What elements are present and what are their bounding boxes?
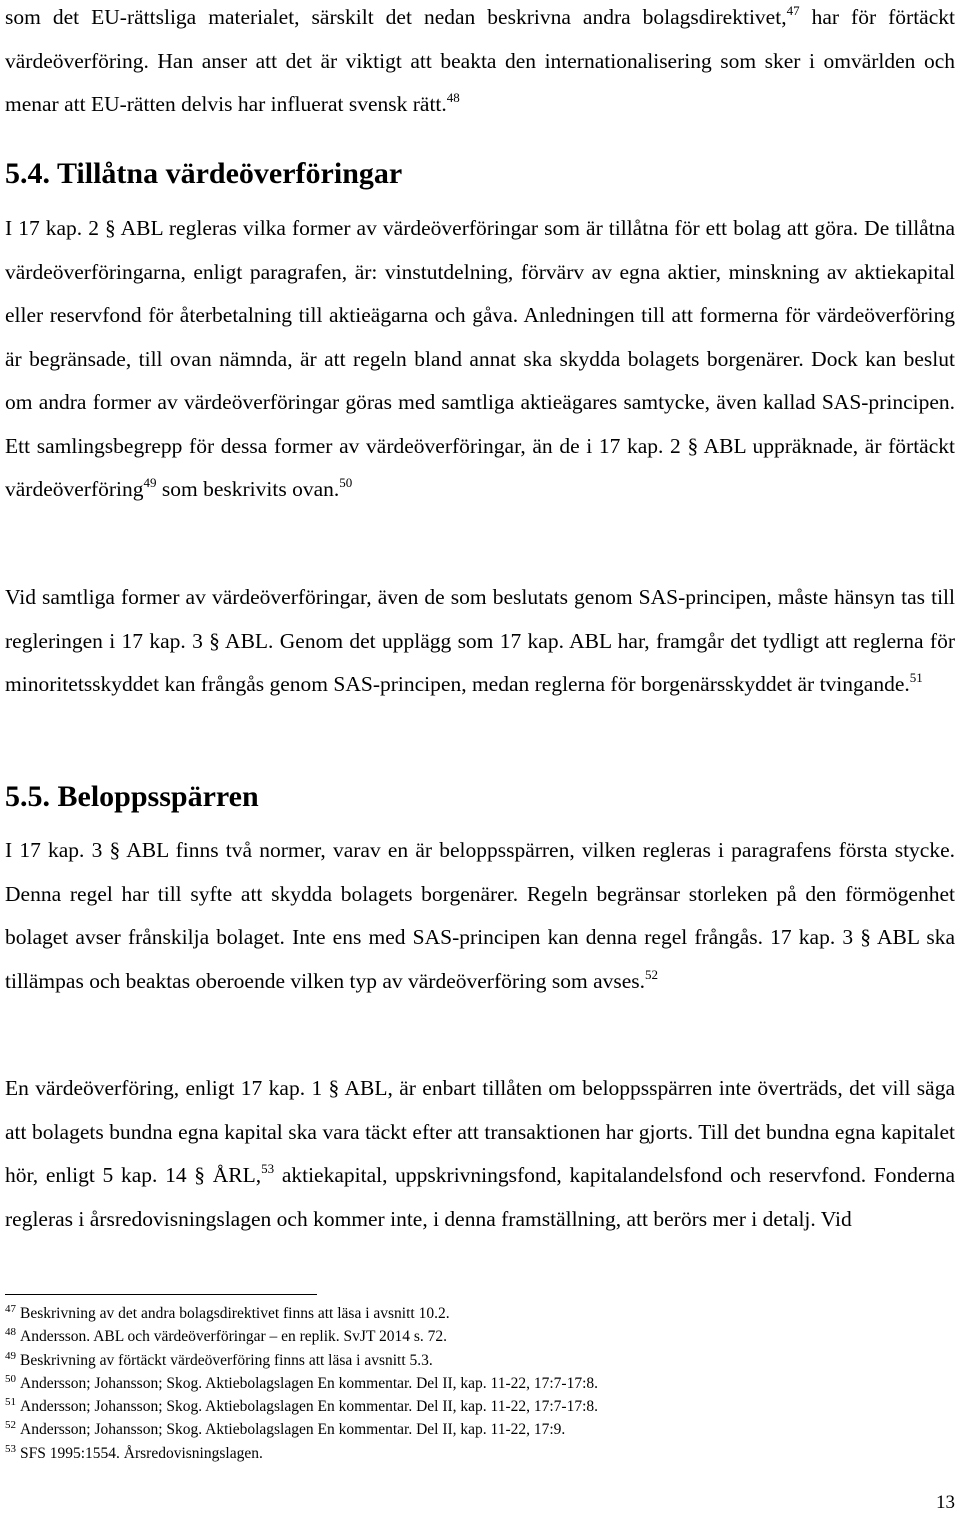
paragraph-amount-restriction — [5, 829, 955, 1003]
paragraph-value-transfer — [5, 1067, 955, 1241]
footnote-reference: 51 — [909, 670, 923, 685]
text-segment: Vid samtliga former av värdeöverföringar, även de som beslutats genom SAS-principen, måste hänsyn tas till regleringen i 17 kap. 3 § ABL. Genom det upplägg som 17 kap. ABL har, framgår det tydligt att reglerna för minoritetsskyddet kan frångås genom SAS-principen, medan reglerna för borgenärsskyddet är tvingande. — [5, 585, 955, 696]
footnote: $^{47}$ Beskrivning av det andra bolagsdirektivet finns att läsa i avsnitt 10.2. — [5, 1303, 450, 1322]
text-segment: har för förtäckt värdeöverföring. Han anser att det är viktigt att beakta den internationalisering som sker i omvärlden och menar att EU-rätten delvis har influerat svensk rätt. — [5, 5, 955, 116]
footnote: $^{52}$ Andersson; Johansson; Skog. Aktiebolagslagen En kommentar. Del II, kap. 11-22, 17:9. — [5, 1419, 566, 1439]
footnote: $^{48}$ Andersson. ABL och värdeöverföringar – en replik. SvJT 2014 s. 72. — [5, 1326, 448, 1346]
footnote-reference: 50 — [339, 475, 353, 490]
footnote-reference: 53 — [261, 1161, 275, 1176]
footnote-reference: 47 — [786, 3, 800, 18]
text-segment: I 17 kap. 3 § ABL finns två normer, varav en är beloppsspärren, vilken regleras i paragrafens första stycke. Denna regel har till syfte att skydda bolagets borgenärer. Regeln begränsar storleken på den förmögenhet bolaget avser frånskilja bolaget. Inte ens med SAS-principen kan denna regel frångås. 17 kap. 3 § ABL ska tillämpas och beaktas oberoende vilken typ av värdeöverföring som avses. — [5, 838, 955, 993]
paragraph-allowed-transfers — [5, 207, 955, 512]
text-segment: En värdeöverföring, enligt 17 kap. 1 § ABL, är enbart tillåten om beloppsspärren inte överträds, det vill säga att bolagets bundna egna kapital ska vara täckt efter att transaktionen har gjorts. Till det bundna egna kapitalet hör, enligt 5 kap. 14 § ÅRL, — [5, 1076, 955, 1187]
text-segment: aktiekapital, uppskrivningsfond, kapitalandelsfond och reservfond. Fonderna regleras i årsredovisningslagen och kommer inte, i denna framställning, att berörs mer i detalj. Vid — [5, 1163, 955, 1231]
text-segment: som det EU-rättsliga materialet, särskilt det nedan beskrivna andra bolagsdirektivet, — [5, 5, 787, 29]
paragraph-sas-principle — [5, 576, 955, 707]
text-segment: I 17 kap. 2 § ABL regleras vilka former av värdeöverföringar som är tillåtna för ett bolag att göra. De tillåtna värdeöverföringarna, enligt paragrafen, är: vinstutdelning, förvärv av egna aktier, minskning av aktiekapital eller reservfond för återbetalning till aktieägarna och gåva. Anledningen till att formerna för värdeöverföring är begränsade, till ovan nämnda, är att regeln bland annat ska skydda bolagets borgenärer. Dock kan beslut om andra former av värdeöverföringar göras med samtliga aktieägares samtycke, även kallad SAS-principen. Ett samlingsbegrepp för dessa former av värdeöverföringar, än de i 17 kap. 2 § ABL uppräknade, är förtäckt värdeöverföring — [5, 216, 955, 501]
footnote-separator — [5, 1294, 317, 1295]
footnote-list — [5, 1302, 955, 1465]
footnote: $^{50}$ Andersson; Johansson; Skog. Aktiebolagslagen En kommentar. Del II, kap. 11-22, 17:7-17:8. — [5, 1372, 599, 1392]
footnote-reference: 52 — [645, 966, 659, 982]
footnote-reference: 49 — [143, 475, 157, 490]
heading-5-4: 5.4. Tillåtna värdeöverföringar — [5, 157, 403, 190]
heading-5-5: 5.5. Beloppsspärren — [5, 780, 259, 813]
page-number: 13 — [936, 1492, 955, 1513]
text-segment: som beskrivits ovan. — [156, 477, 340, 501]
footnote-reference: 48 — [446, 90, 460, 105]
footnote: $^{53}$ SFS 1995:1554. Årsredovisningslagen. — [5, 1442, 263, 1462]
footnote: $^{49}$ Beskrivning av förtäckt värdeöverföring finns att läsa i avsnitt 5.3. — [5, 1349, 433, 1369]
paragraph-intro — [5, 0, 955, 127]
footnote: $^{51}$ Andersson; Johansson; Skog. Aktiebolagslagen En kommentar. Del II, kap. 11-22, 17:7-17:8. — [5, 1396, 599, 1416]
